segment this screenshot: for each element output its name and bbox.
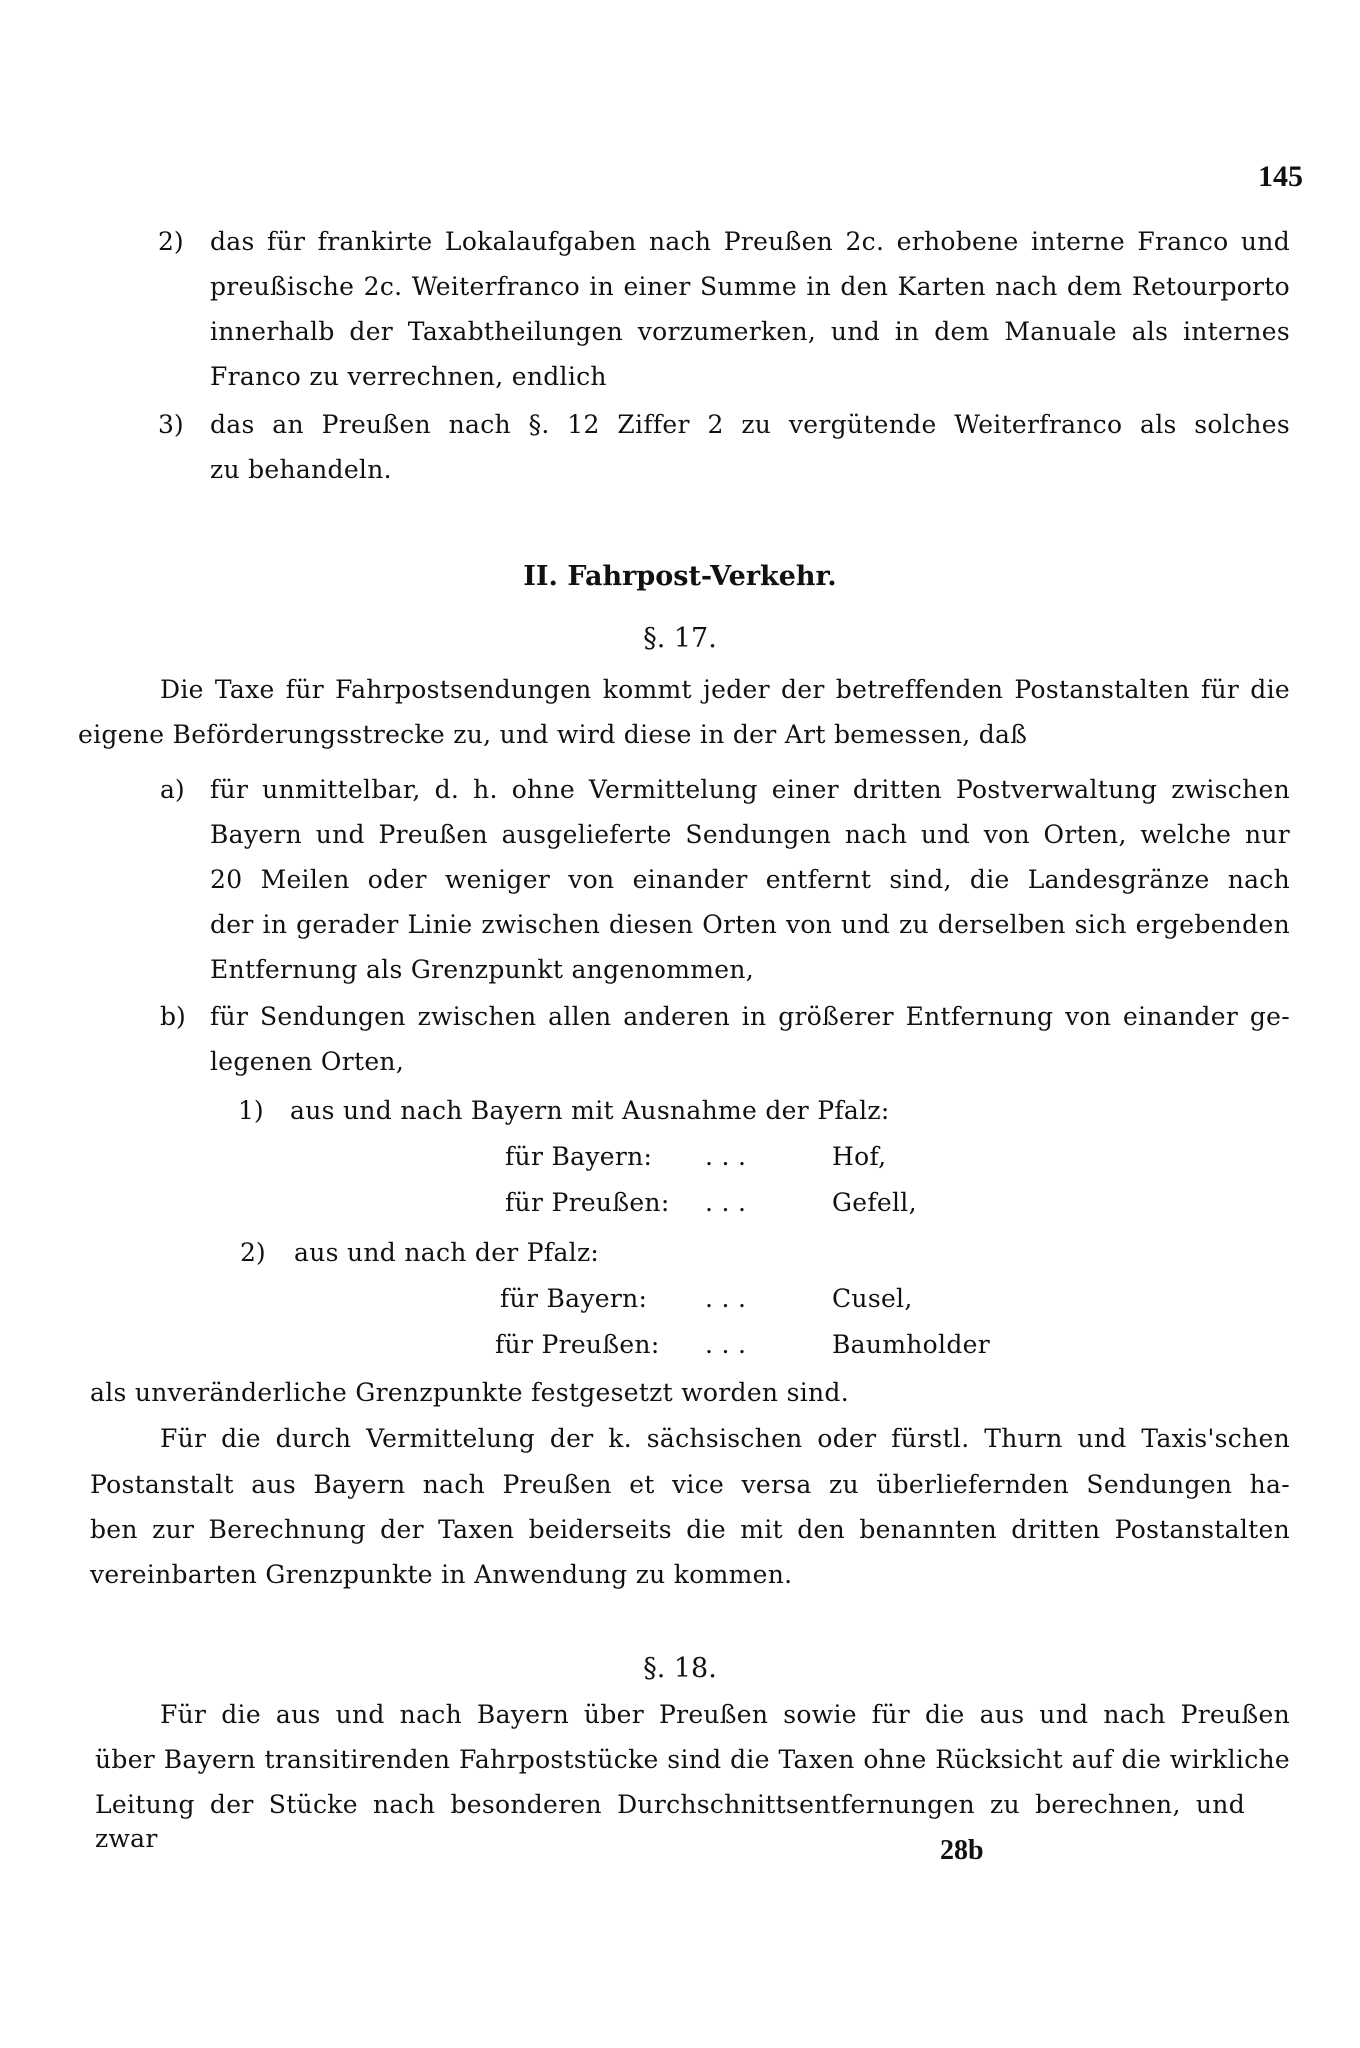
p17-para2-line3: ben zur Berechnung der Taxen beiderseits die mit den benannten dritten Postanstalten xyxy=(90,1515,1290,1544)
sub-label-1: 1) xyxy=(238,1096,264,1125)
sub-label-2: 2) xyxy=(240,1238,266,1267)
list-label-a: a) xyxy=(160,775,185,804)
item2-line1: das für frankirte Lokalaufgaben nach Preußen 2c. erhobene interne Franco und xyxy=(210,227,1290,256)
sub2-row2-key: für Preußen: xyxy=(495,1330,660,1359)
list-label-2: 2) xyxy=(158,227,184,256)
list-label-b: b) xyxy=(160,1002,186,1031)
item3-line2: zu behandeln. xyxy=(210,455,392,484)
p17-para2-line1: Für die durch Vermittelung der k. sächsischen oder fürstl. Thurn und Taxis'schen xyxy=(160,1424,1290,1453)
a-line3: 20 Meilen oder weniger von einander entfernt sind, die Landesgränze nach xyxy=(210,865,1290,894)
item2-line3: innerhalb der Taxabtheilungen vorzumerken, und in dem Manuale als internes xyxy=(210,317,1290,346)
sub1-row1-value: Hof, xyxy=(832,1142,887,1171)
item2-line2: preußische 2c. Weiterfranco in einer Summe in den Karten nach dem Retourporto xyxy=(210,272,1290,301)
list-label-3: 3) xyxy=(158,410,184,439)
p17-intro-line1: Die Taxe für Fahrpostsendungen kommt jeder der betreffenden Postanstalten für die xyxy=(160,675,1290,704)
sub1-text: aus und nach Bayern mit Ausnahme der Pfalz: xyxy=(290,1096,890,1125)
sub1-row2-key: für Preußen: xyxy=(505,1188,670,1217)
b-line2: legenen Orten, xyxy=(210,1047,405,1076)
section-heading: II. Fahrpost-Verkehr. xyxy=(523,561,837,592)
sub1-row1-key: für Bayern: xyxy=(505,1142,653,1171)
signature-mark: 28b xyxy=(940,1835,984,1866)
p18-line1: Für die aus und nach Bayern über Preußen sowie für die aus und nach Preußen xyxy=(160,1700,1290,1729)
a-line1: für unmittelbar, d. h. ohne Vermittelung einer dritten Postverwaltung zwischen xyxy=(210,775,1290,804)
sub2-row1-dots: . . . xyxy=(705,1284,747,1313)
sub2-row2-dots: . . . xyxy=(705,1330,747,1359)
p17-para2-line4: vereinbarten Grenzpunkte in Anwendung zu kommen. xyxy=(90,1560,793,1589)
paragraph-17-title: §. 17. xyxy=(643,623,717,654)
p18-line2: über Bayern transitirenden Fahrpoststücke sind die Taxen ohne Rücksicht auf die wirkliche xyxy=(95,1745,1290,1774)
p17-intro-line2: eigene Beförderungsstrecke zu, und wird diese in der Art bemessen, daß xyxy=(78,720,1028,749)
item3-line1: das an Preußen nach §. 12 Ziffer 2 zu vergütende Weiterfranco als solches xyxy=(210,410,1290,439)
sub2-row1-value: Cusel, xyxy=(832,1284,913,1313)
p17-para2-line2: Postanstalt aus Bayern nach Preußen et vice versa zu überliefernden Sendungen ha- xyxy=(90,1470,1290,1499)
b-line1: für Sendungen zwischen allen anderen in größerer Entfernung von einander ge- xyxy=(210,1002,1290,1031)
sub2-row2-value: Baumholder xyxy=(832,1330,990,1359)
sub1-row1-dots: . . . xyxy=(705,1142,747,1171)
sub1-row2-value: Gefell, xyxy=(832,1188,917,1217)
page-number: 145 xyxy=(1258,160,1303,193)
paragraph-18-title: §. 18. xyxy=(643,1653,717,1684)
item2-line4: Franco zu verrechnen, endlich xyxy=(210,362,607,391)
sub1-row2-dots: . . . xyxy=(705,1188,747,1217)
sub2-text: aus und nach der Pfalz: xyxy=(294,1238,600,1267)
p17-closing: als unveränderliche Grenzpunkte festgesetzt worden sind. xyxy=(90,1378,849,1407)
a-line2: Bayern und Preußen ausgelieferte Sendungen nach und von Orten, welche nur xyxy=(210,820,1290,849)
p18-line3: Leitung der Stücke nach besonderen Durchschnittsentfernungen zu berechnen, und zwar xyxy=(95,1790,1245,1853)
a-line4: der in gerader Linie zwischen diesen Orten von und zu derselben sich ergebenden xyxy=(210,910,1290,939)
a-line5: Entfernung als Grenzpunkt angenommen, xyxy=(210,955,754,984)
sub2-row1-key: für Bayern: xyxy=(500,1284,648,1313)
